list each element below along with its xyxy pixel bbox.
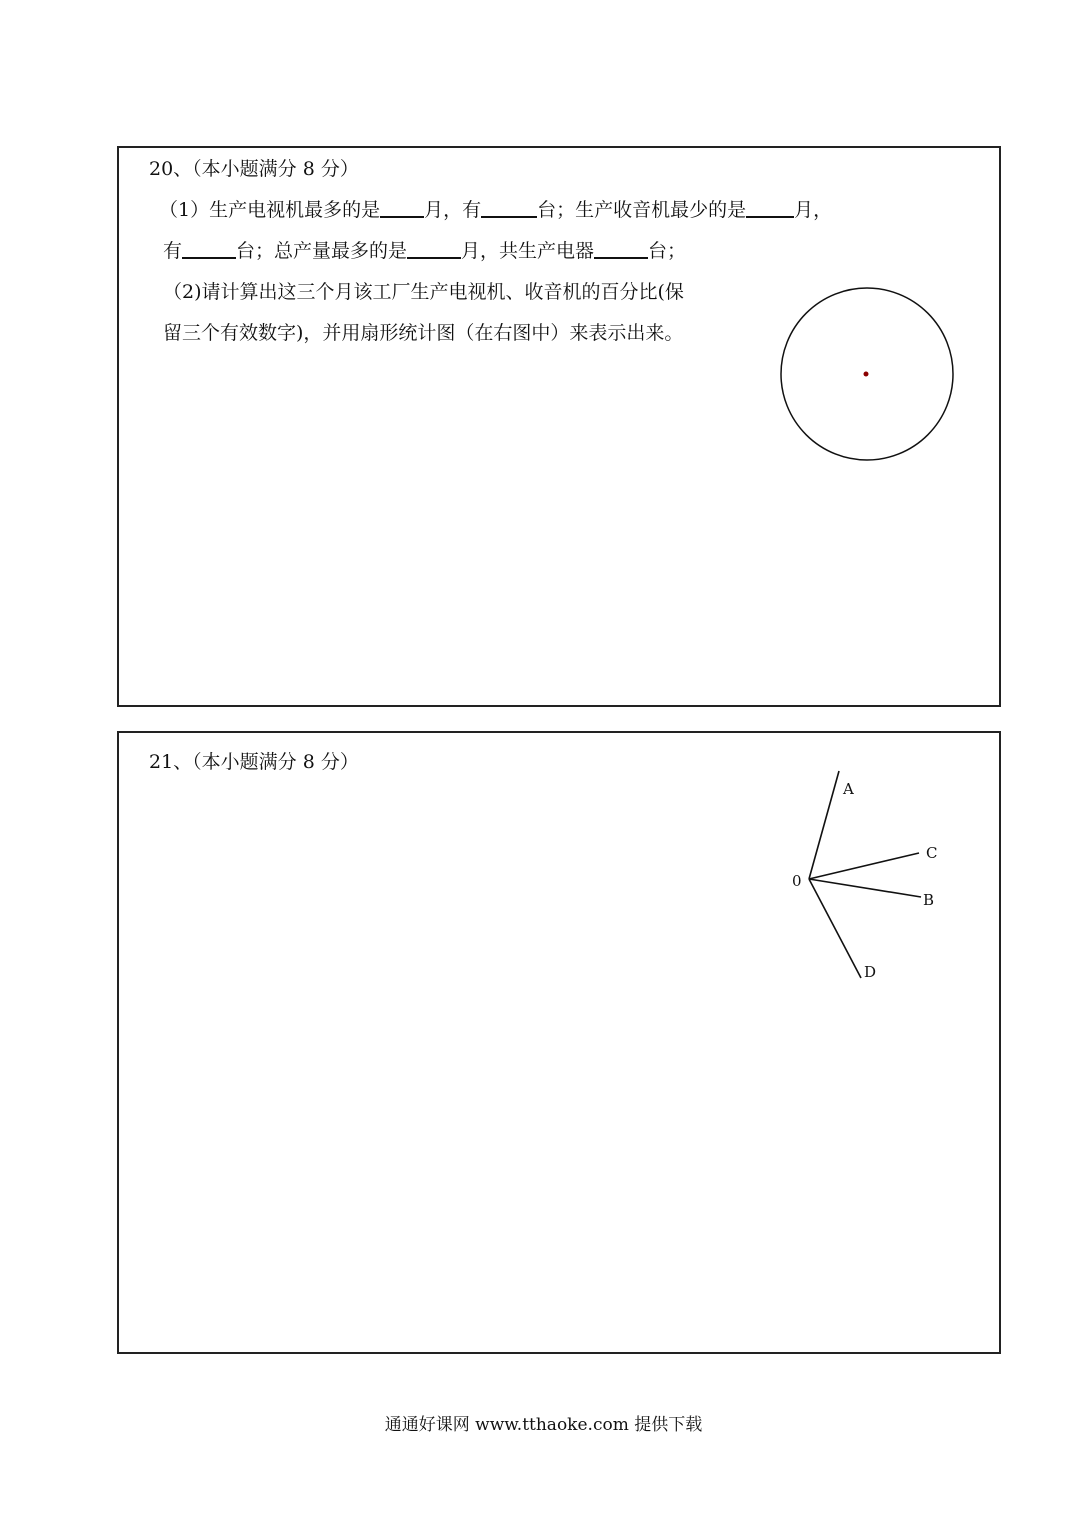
question-21-heading: 21、（本小题满分 8 分） — [149, 751, 359, 773]
answer-blank[interactable] — [746, 198, 794, 218]
text-segment: 台；生产收音机最少的是 — [537, 199, 747, 221]
question-20-part1-line2 — [163, 239, 686, 263]
question-20-box — [117, 146, 1001, 707]
ray-od — [809, 879, 861, 978]
pie-chart-circle — [779, 287, 955, 463]
answer-blank[interactable] — [380, 198, 424, 218]
text-segment: 台；总产量最多的是 — [236, 240, 408, 262]
question-20-heading: 20、（本小题满分 8 分） — [149, 158, 359, 180]
text-segment: 月， — [794, 199, 833, 221]
answer-blank[interactable] — [182, 239, 236, 259]
text-segment: 有 — [163, 240, 183, 262]
answer-blank[interactable] — [407, 239, 461, 259]
rays-figure — [784, 766, 954, 986]
label-b: B — [923, 891, 935, 909]
ray-ob — [809, 879, 921, 897]
text-segment: （1）生产电视机最多的是 — [159, 199, 381, 221]
label-d: D — [864, 963, 877, 981]
center-dot — [864, 372, 869, 377]
question-20-part2-line1: （2)请计算出这三个月该工厂生产电视机、收音机的百分比(保 — [163, 281, 684, 303]
question-21-box — [117, 731, 1001, 1354]
page-footer: 通通好课网 www.tthaoke.com 提供下载 — [384, 1415, 703, 1435]
text-segment: 月，共生产电器 — [461, 240, 595, 262]
label-o: 0 — [792, 872, 802, 890]
text-segment: 月，有 — [424, 199, 482, 221]
answer-blank[interactable] — [594, 239, 648, 259]
answer-blank[interactable] — [481, 198, 537, 218]
question-20-part1-line1 — [159, 198, 832, 222]
question-20-part2-line2: 留三个有效数字)，并用扇形统计图（在右图中）来表示出来。 — [163, 322, 684, 344]
ray-oc — [809, 853, 919, 879]
text-segment: 台； — [648, 240, 687, 262]
label-c: C — [926, 844, 938, 862]
label-a: A — [843, 780, 854, 798]
ray-oa — [809, 771, 839, 879]
